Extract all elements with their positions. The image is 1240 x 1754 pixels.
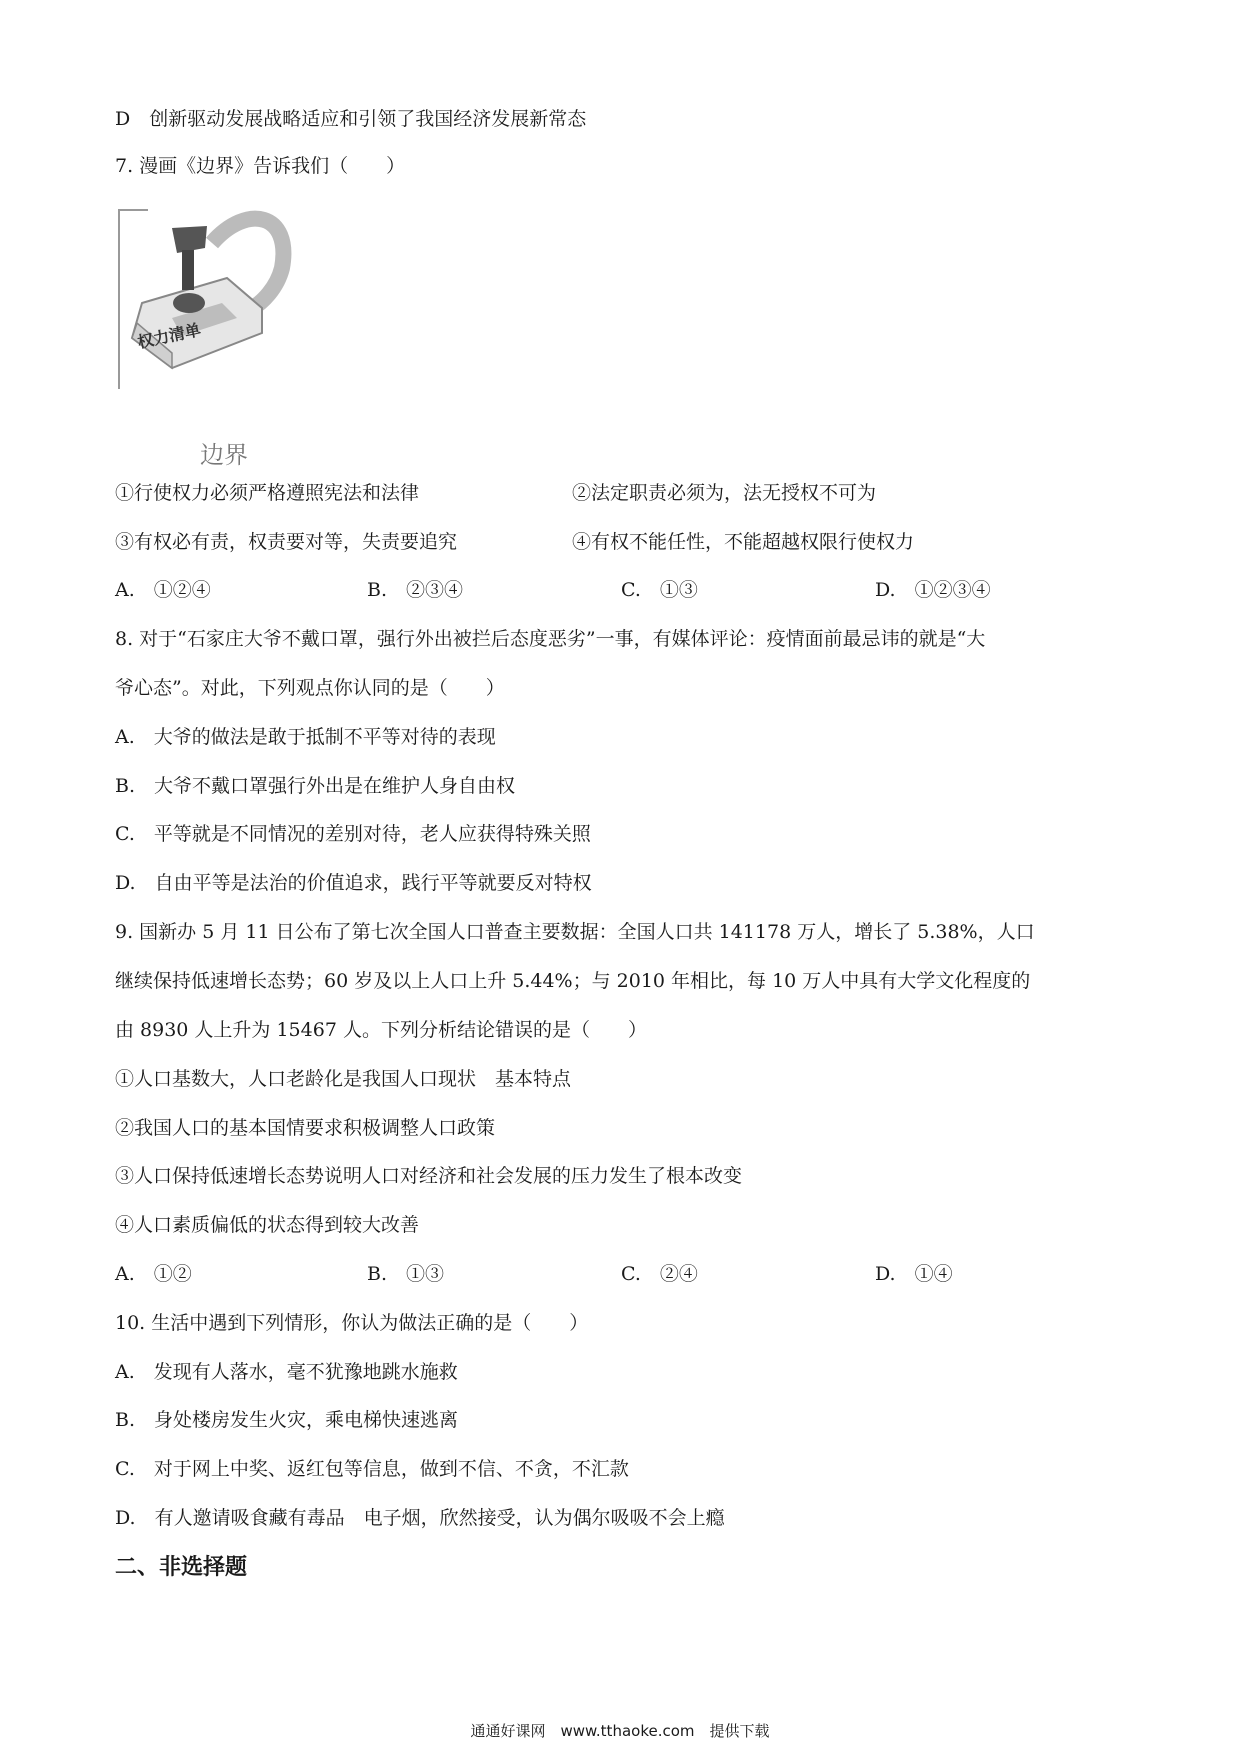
q7-statement-4: ④有权不能任性，不能超越权限行使权力 <box>572 531 915 553</box>
q7-option-d[interactable]: D. ①②③④ <box>875 579 991 601</box>
q7-statement-2: ②法定职责必须为，法无授权不可为 <box>572 482 877 504</box>
question-8-stem-line1: 8. 对于“石家庄大爷不戴口罩，强行外出被拦后态度恶劣”一事，有媒体评论：疫情面前最忌讳的就是“大 <box>115 628 986 650</box>
q7-option-a[interactable]: A. ①②④ <box>115 579 211 601</box>
q7-statement-3: ③有权必有责，权责要对等，失责要追究 <box>115 531 458 553</box>
cartoon-sign-text: 权力清单 <box>135 320 203 352</box>
question-9-stem-line3: 由 8930 人上升为 15467 人。下列分析结论错误的是（ ） <box>115 1019 647 1041</box>
prev-option-d: D 创新驱动发展战略适应和引领了我国经济发展新常态 <box>115 108 587 130</box>
q9-option-c[interactable]: C. ②④ <box>621 1263 698 1285</box>
q8-option-a[interactable]: A. 大爷的做法是敢于抵制不平等对待的表现 <box>115 726 496 748</box>
question-8-stem-line2: 爷心态”。对此，下列观点你认同的是（ ） <box>115 677 505 699</box>
question-9-stem-line1: 9. 国新办 5 月 11 日公布了第七次全国人口普查主要数据：全国人口共 141178 万人，增长了 5.38%，人口 <box>115 921 1035 943</box>
q9-statement-4: ④人口素质偏低的状态得到较大改善 <box>115 1214 420 1236</box>
question-9-stem-line2: 继续保持低速增长态势；60 岁及以上人口上升 5.44%；与 2010 年相比，每 10 万人中具有大学文化程度的 <box>115 970 1031 992</box>
page-footer: 通通好课网 www.tthaoke.com 提供下载 <box>470 1722 770 1740</box>
q9-statement-1: ①人口基数大，人口老龄化是我国人口现状 基本特点 <box>115 1068 572 1090</box>
q9-statement-2: ②我国人口的基本国情要求积极调整人口政策 <box>115 1117 496 1139</box>
q9-option-a[interactable]: A. ①② <box>115 1263 192 1285</box>
q10-option-b[interactable]: B. 身处楼房发生火灾，乘电梯快速逃离 <box>115 1409 459 1431</box>
question-10-stem: 10. 生活中遇到下列情形，你认为做法正确的是（ ） <box>115 1312 589 1334</box>
q10-option-a[interactable]: A. 发现有人落水，毫不犹豫地跳水施救 <box>115 1361 458 1383</box>
q10-option-c[interactable]: C. 对于网上中奖、返红包等信息，做到不信、不贪，不汇款 <box>115 1458 629 1480</box>
q9-statement-3: ③人口保持低速增长态势说明人口对经济和社会发展的压力发生了根本改变 <box>115 1165 743 1187</box>
q9-option-b[interactable]: B. ①③ <box>367 1263 445 1285</box>
cartoon-caption: 边界 <box>200 441 248 469</box>
q8-option-c[interactable]: C. 平等就是不同情况的差别对待，老人应获得特殊关照 <box>115 823 591 845</box>
q9-option-d[interactable]: D. ①④ <box>875 1263 953 1285</box>
q7-option-c[interactable]: C. ①③ <box>621 579 698 601</box>
section-heading: 二、非选择题 <box>115 1555 248 1580</box>
q10-option-d[interactable]: D. 有人邀请吸食藏有毒品 电子烟，欣然接受，认为偶尔吸吸不会上瘾 <box>115 1507 725 1529</box>
question-7-stem: 7. 漫画《边界》告诉我们（ ） <box>115 155 406 177</box>
q8-option-b[interactable]: B. 大爷不戴口罩强行外出是在维护人身自由权 <box>115 775 516 797</box>
q7-statement-1: ①行使权力必须严格遵照宪法和法律 <box>115 482 420 504</box>
cartoon-boundary-image <box>117 208 317 468</box>
q7-option-b[interactable]: B. ②③④ <box>367 579 464 601</box>
q8-option-d[interactable]: D. 自由平等是法治的价值追求，践行平等就要反对特权 <box>115 872 592 894</box>
